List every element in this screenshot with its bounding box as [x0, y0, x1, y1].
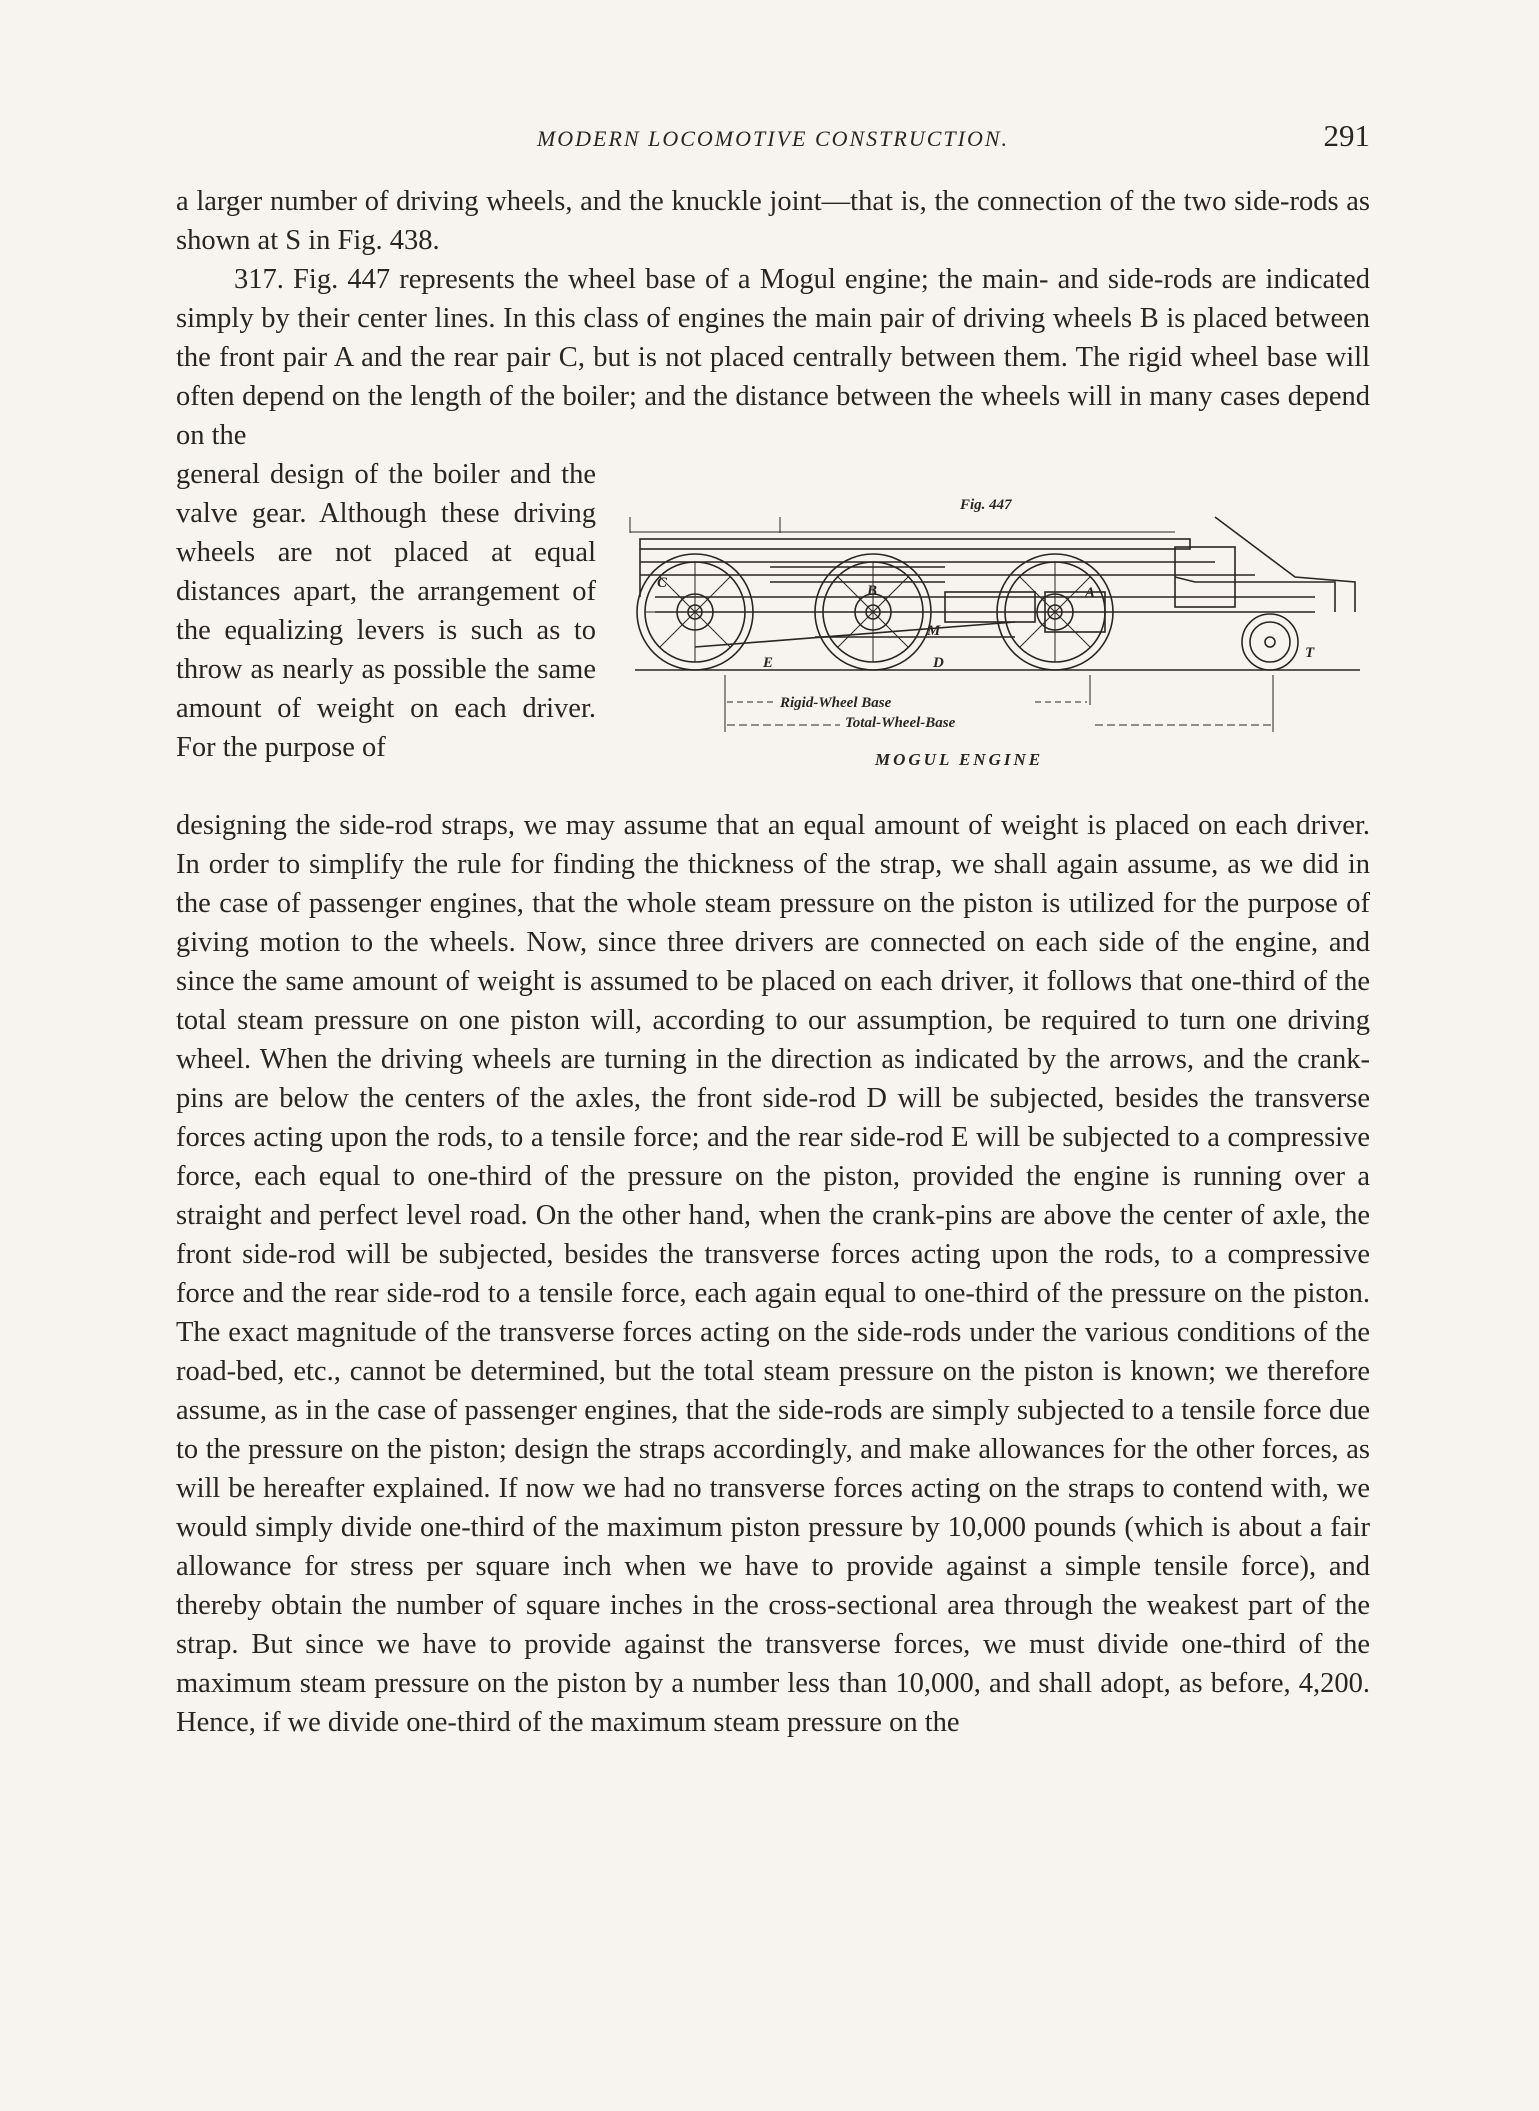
figure-447-mogul-engine — [615, 487, 1363, 787]
driving-wheel-rear — [637, 554, 753, 670]
label-b: B — [867, 583, 878, 599]
label-a: A — [1085, 585, 1096, 601]
total-wheel-base-label: Total-Wheel-Base — [845, 715, 956, 731]
paragraph-317-wrapped: general design of the boiler and the valve gear. Although these driving wheels are not placed at equal distances apart, the arrangement of the equalizing levers is such as to throw as nearly as possible the same amount of weight on each driver. For the purpose of — [176, 459, 596, 763]
label-t: T — [1305, 645, 1315, 661]
paragraph-continued: designing the side-rod straps, we may assume that an equal amount of weight is placed on each driver. In order to simplify the rule for finding the thickness of the strap, we shall again assume, as we did in the case of passenger engines, that the whole steam pressure on the piston is utilized for the purpose of giving motion to the wheels. Now, since three drivers are connected on each side of the engine, and since the same amount of weight is assumed to be placed on each driver, it follows that one-third of the total steam pressure on one piston will, according to our assumption, be required to turn one driving wheel. When the driving wheels are turning in the direction as indicated by the arrows, and the crank-pins are below the centers of the axles, the front side-rod D will be subjected, besides the transverse forces acting upon the rods, to a tensile force; and the rear side-rod E will be subjected to a compressive force, each equal to one-third of the pressure on the piston, provided the engine is running over a straight and perfect level road. On the other hand, when the crank-pins are above the center of axle, the front side-rod will be subjected, besides the transverse forces acting upon the rods, to a compressive force and the rear side-rod to a tensile force, each again equal to one-third of the pressure on the piston. The exact magnitude of the transverse forces acting on the side-rods under the various conditions of the road-bed, etc., cannot be determined, but the total steam pressure on the piston is known; we therefore assume, as in the case of passenger engines, that the side-rods are simply subjected to a tensile force due to the pressure on the piston; design the straps accordingly, and make allowances for the other forces, as will be hereafter explained. If now we had no transverse forces acting on the straps to contend with, we would simply divide one-third of the maximum piston pressure by 10,000 pounds (which is about a fair allowance for stress per square inch when we have to provide against a simple tensile force), and thereby obtain the number of square inches in the cross-sectional area through the weakest part of the strap. But since we have to provide against the transverse forces, we must divide one-third of the maximum steam pressure on the piston by a number less than 10,000, and shall adopt, as before, 4,200. Hence, if we divide one-third of the maximum steam pressure on the — [176, 810, 1370, 1738]
page-number: 291 — [1323, 118, 1370, 153]
truck-wheel — [1242, 614, 1298, 670]
figure-label: Fig. 447 — [960, 497, 1012, 513]
page-header — [176, 118, 1370, 158]
driving-wheel-front — [997, 554, 1113, 670]
rigid-wheel-base-label: Rigid-Wheel Base — [780, 695, 892, 711]
label-c: C — [657, 575, 668, 591]
paragraph-intro: a larger number of driving wheels, and the knuckle joint—that is, the connection of the two side-rods as shown at S in Fig. 438. — [176, 186, 1370, 256]
running-title: MODERN LOCOMOTIVE CONSTRUCTION. — [536, 126, 1010, 151]
label-d: D — [933, 655, 944, 671]
label-e: E — [763, 655, 774, 671]
driving-wheel-main — [815, 554, 931, 670]
label-m: M — [927, 623, 941, 639]
paragraph-317-full-width: 317. Fig. 447 represents the wheel base of a Mogul engine; the main- and side-rods are indicated simply by their center lines. In this class of engines the main pair of driving wheels B is placed between the front pair A and the rear pair C, but is not placed centrally between them. The rigid wheel base will often depend on the length of the boiler; and the distance between the wheels will in many cases depend on the — [176, 264, 1370, 451]
figure-title: MOGUL ENGINE — [875, 750, 1044, 769]
mogul-engine-drawing — [615, 487, 1363, 787]
